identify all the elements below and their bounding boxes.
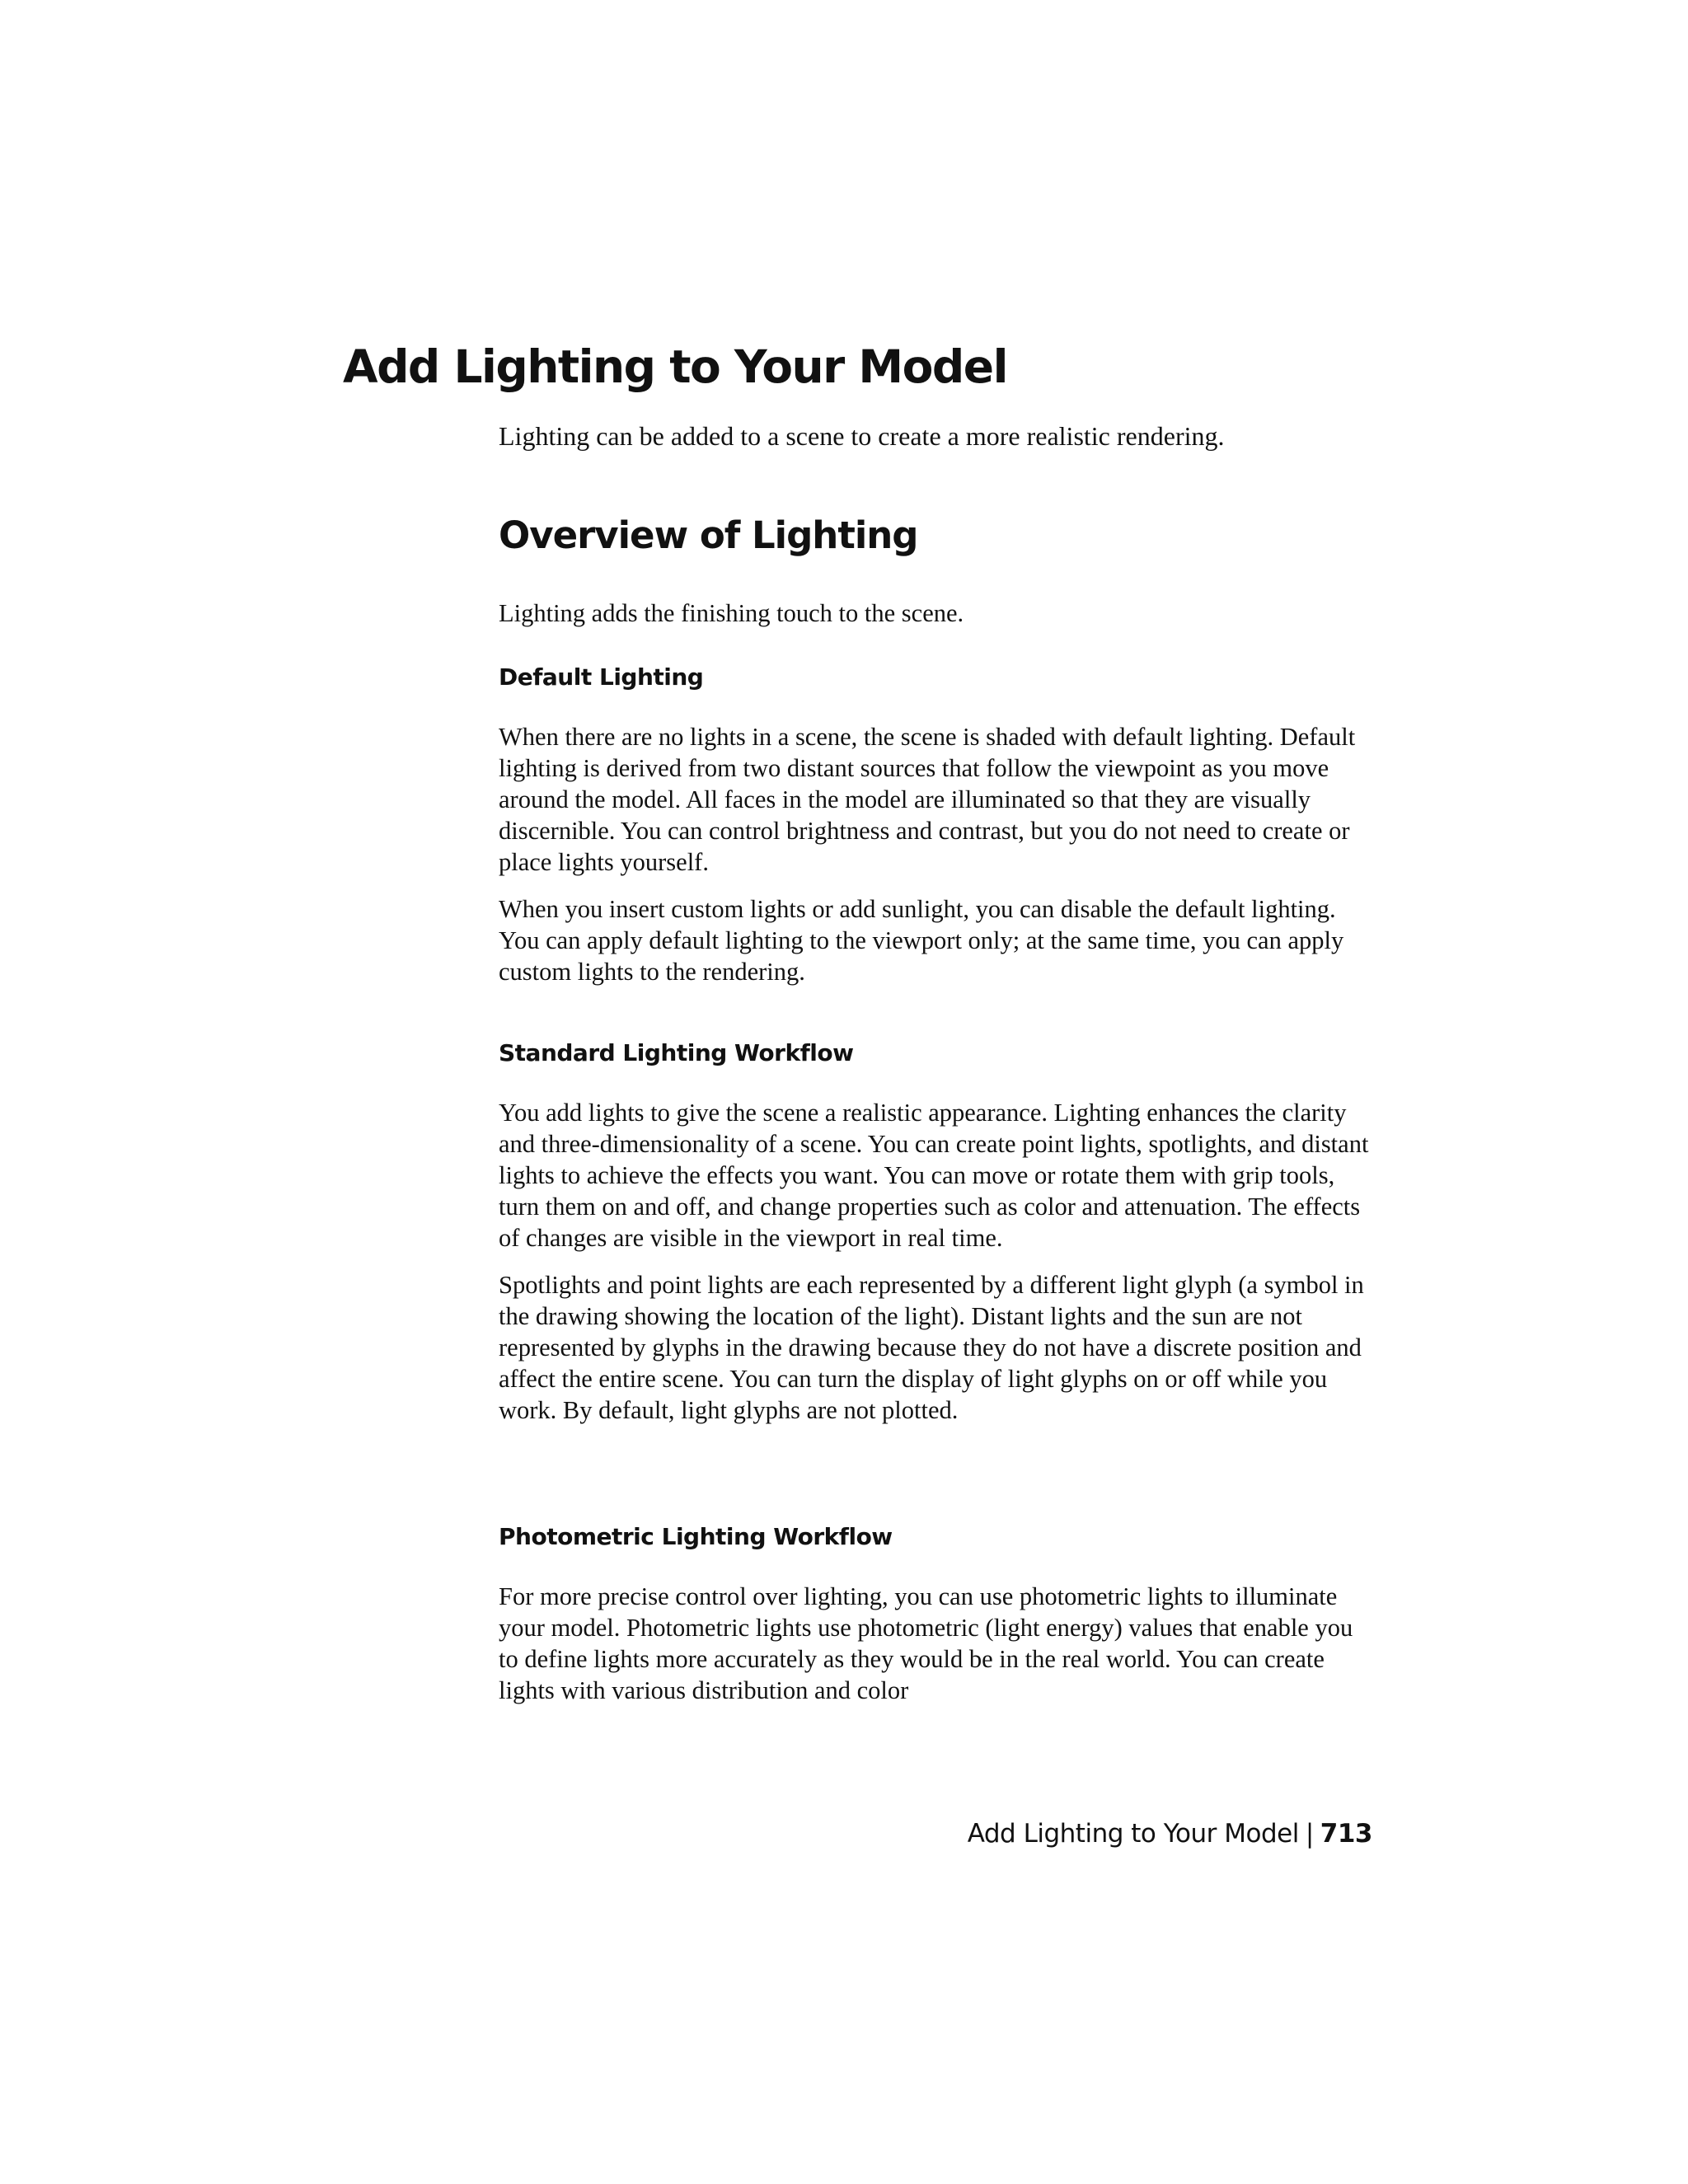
default-lighting-body xyxy=(499,721,1372,1003)
default-lighting-paragraph: When there are no lights in a scene, the scene is shaded with default lighting. Default lighting is derived from two distant sources that follow the viewpoint as you move around the model. All faces in the model are illuminated so that they are visually discernible. You can control brightness and contrast, but you do not need to create or place lights yourself. xyxy=(499,723,1356,876)
content-column xyxy=(499,420,1372,1704)
section-intro-block xyxy=(499,598,1372,644)
page-number: 713 xyxy=(1320,1819,1372,1849)
section-intro: Lighting adds the finishing touch to the scene. xyxy=(499,599,964,627)
intro-text: Lighting can be added to a scene to create a more realistic rendering. xyxy=(499,421,1225,451)
page-footer xyxy=(968,1817,1372,1850)
photometric-workflow-body xyxy=(499,1581,1372,1722)
standard-workflow-paragraph: You add lights to give the scene a realistic appearance. Lighting enhances the clarity and three-dimensionality of a scene. You can create point lights, spotlights, and distant lights to achieve the effects you want. You can move or rotate them with grip tools, turn them on and off, and change properties such as color and attenuation. The effects of changes are visible in the viewport in real time. xyxy=(499,1099,1369,1252)
photometric-workflow-heading: Photometric Lighting Workflow xyxy=(499,1523,893,1550)
standard-workflow-section xyxy=(499,1038,1372,1069)
standard-workflow-body xyxy=(499,1097,1372,1441)
default-lighting-heading: Default Lighting xyxy=(499,663,704,691)
standard-workflow-heading: Standard Lighting Workflow xyxy=(499,1039,854,1066)
section-title: Overview of Lighting xyxy=(499,513,918,557)
photometric-workflow-section xyxy=(499,1521,1372,1553)
page-title: Add Lighting to Your Model xyxy=(343,340,1007,393)
footer-separator: | xyxy=(1305,1819,1314,1849)
standard-workflow-paragraph: Spotlights and point lights are each represented by a different light glyph (a symbol in the drawing showing the location of the light). Distant lights and the sun are not represented by glyphs in the drawing because they do not have a discrete position and affect the entire scene. You can turn the display of light glyphs on or off while you work. By default, light glyphs are not plotted. xyxy=(499,1271,1364,1424)
footer-running-title: Add Lighting to Your Model xyxy=(967,1819,1299,1849)
photometric-workflow-paragraph: For more precise control over lighting, you can use photometric lights to illuminate your model. Photometric lights use photometric (light energy) values that enable you to define lights more accurately as they would be in the real world. You can create lights with various distribution and color xyxy=(499,1582,1353,1704)
default-lighting-paragraph: When you insert custom lights or add sunlight, you can disable the default lighting. You can apply default lighting to the viewport only; at the same time, you can apply custom lights to the rendering. xyxy=(499,895,1344,986)
default-lighting-section xyxy=(499,662,1372,693)
